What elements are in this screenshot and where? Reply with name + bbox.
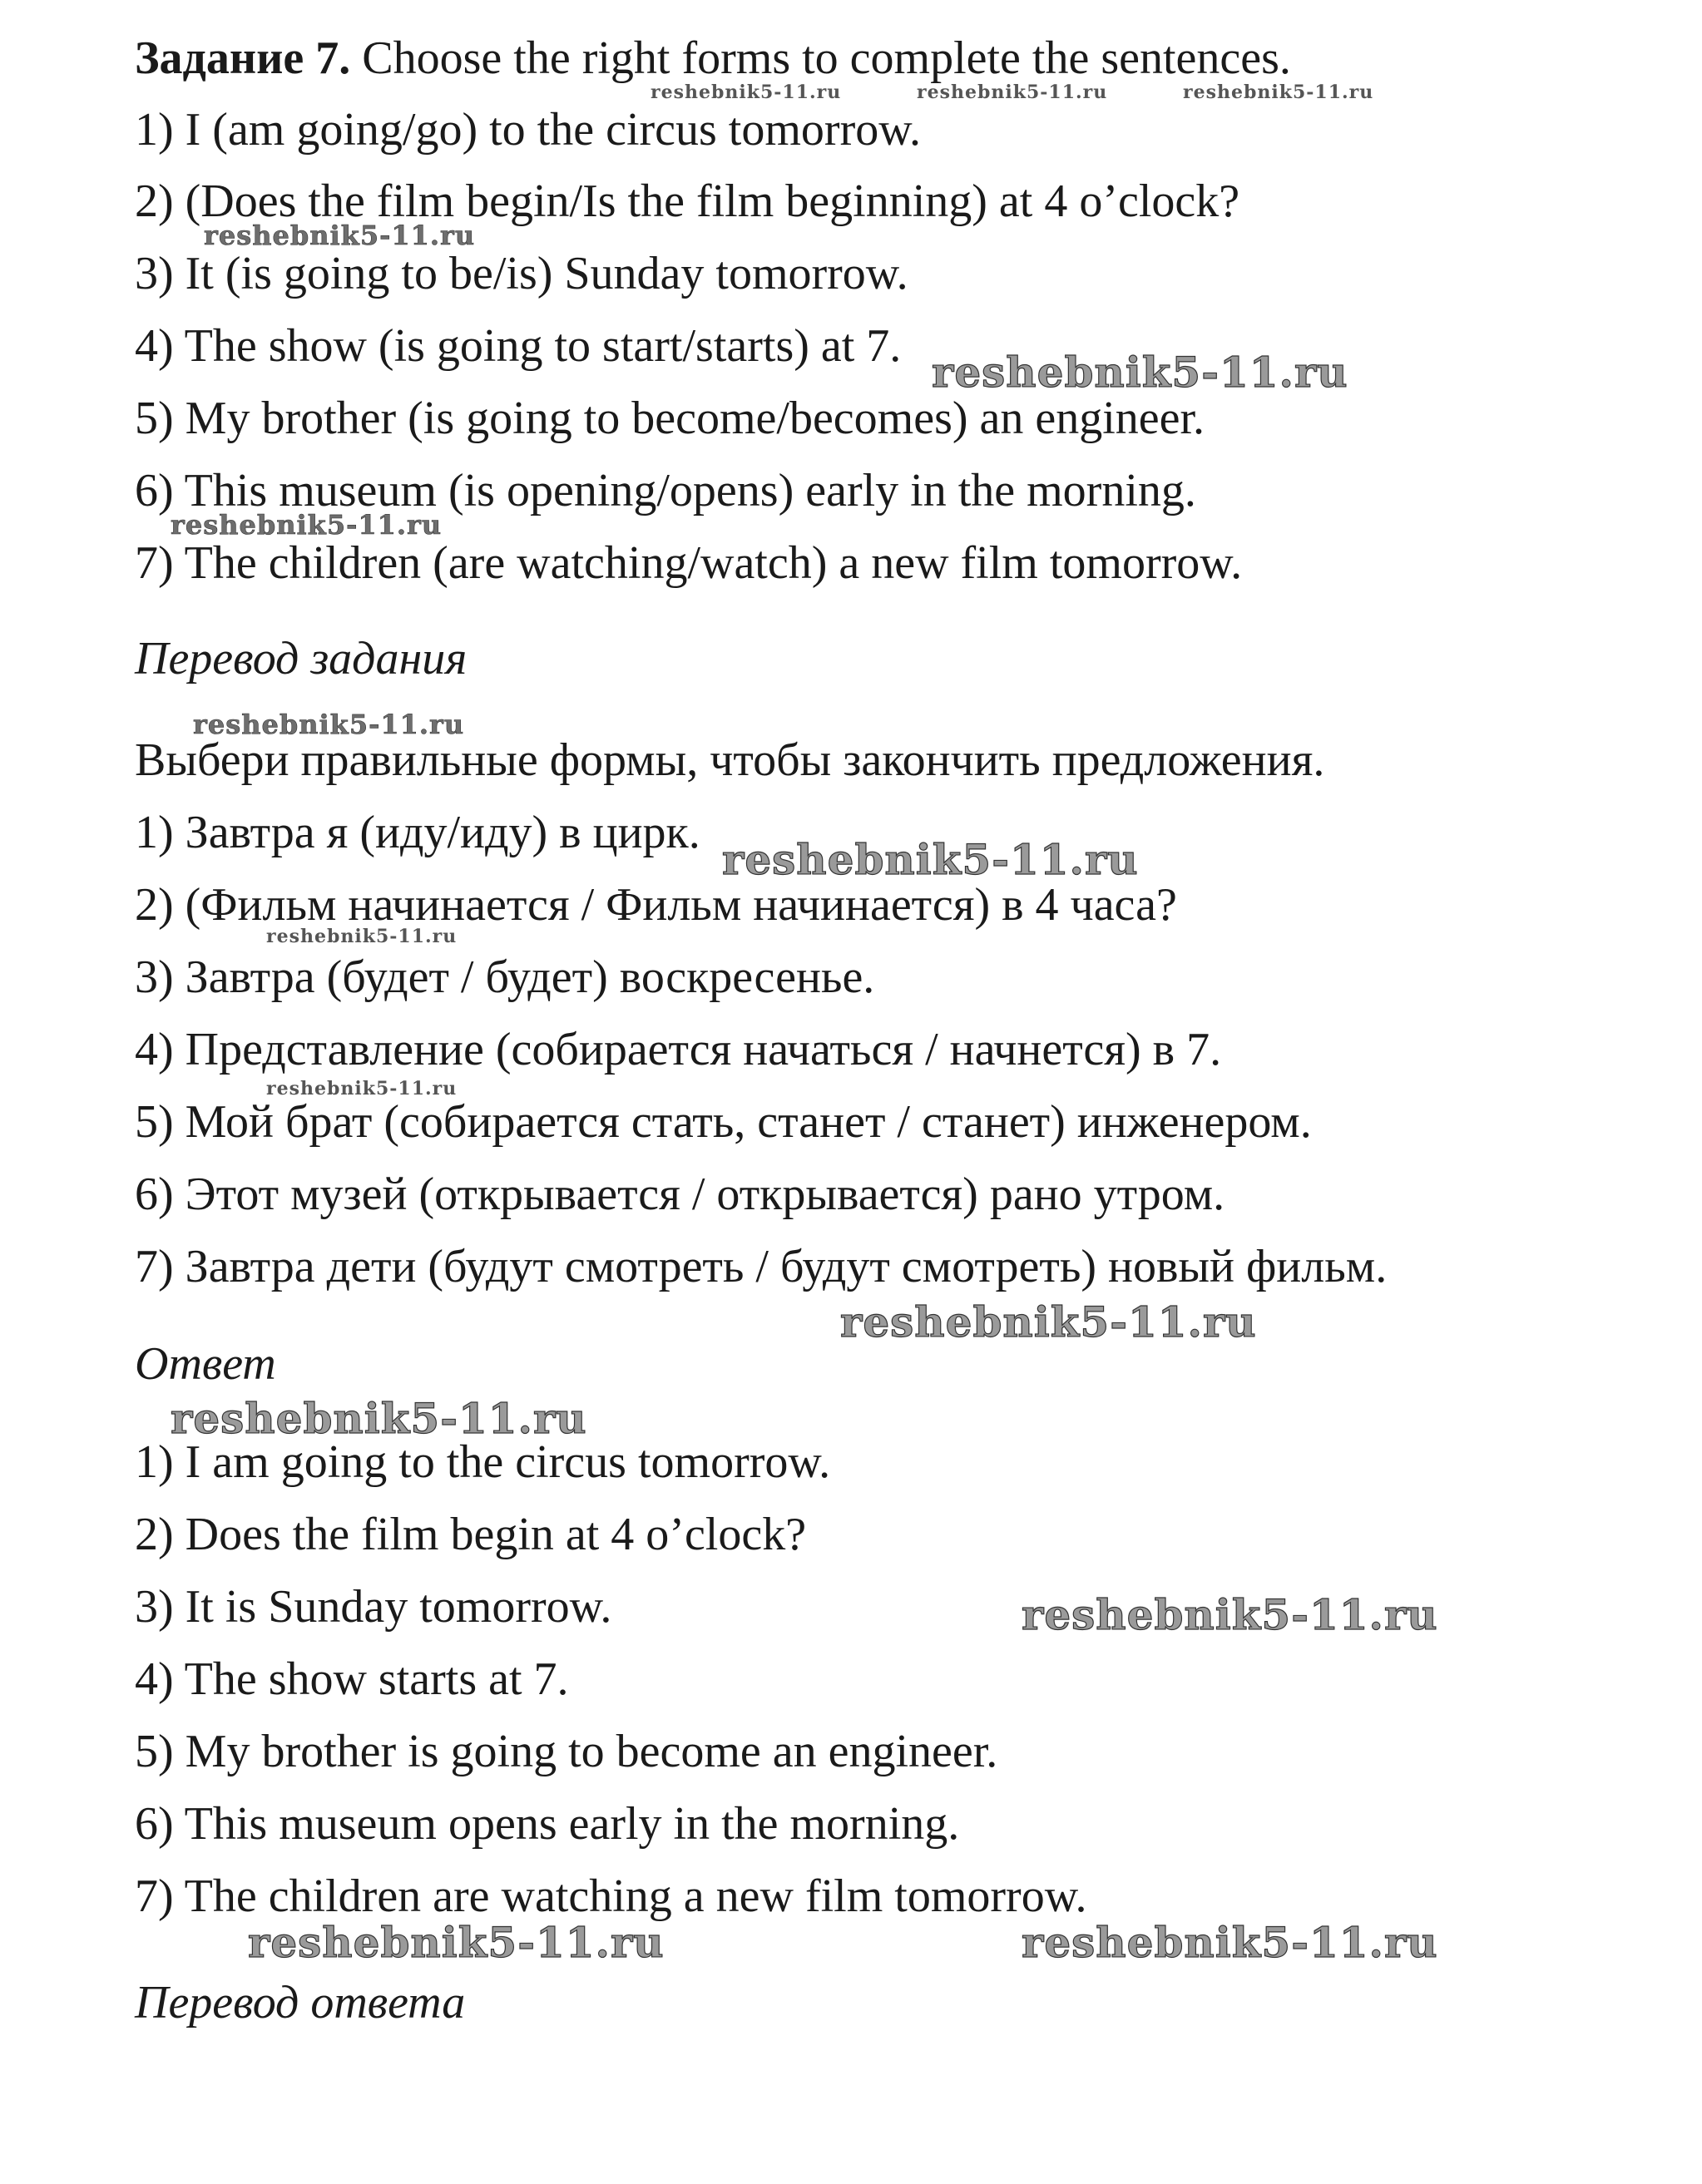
task-item-4: 4) The show (is going to start/starts) at 7. [135,320,902,372]
answer-item-1: 1) I am going to the circus tomorrow. [135,1436,831,1488]
watermark: reshebnik5-11.ru [722,835,1139,884]
answer-item-2: 2) Does the film begin at 4 o’clock? [135,1509,807,1560]
translation-item-3: 3) Завтра (будет / будет) воскресенье. [135,951,875,1003]
task-instruction: Choose the right forms to complete the sentences. [362,32,1291,84]
translation-item-1: 1) Завтра я (иду/иду) в цирк. [135,807,700,858]
watermark: reshebnik5-11.ru [193,709,465,740]
task-item-1: 1) I (am going/go) to the circus tomorrow. [135,104,922,156]
translation-item-6: 6) Этот музей (открывается / открывается) рано утром. [135,1169,1225,1220]
answer-item-6: 6) This museum opens early in the morning. [135,1798,960,1850]
watermark: reshebnik5-11.ru [840,1297,1257,1346]
translation-item-5: 5) Мой брат (собирается стать, станет / станет) инженером. [135,1096,1312,1148]
answer-translation-heading: Перевод ответа [135,1977,466,2028]
watermark: reshebnik5-11.ru [171,509,443,541]
watermark: reshebnik5-11.ru [171,1394,587,1443]
watermark: reshebnik5-11.ru [248,1918,665,1967]
answer-item-7: 7) The children are watching a new film tomorrow. [135,1870,1087,1922]
watermark: reshebnik5-11.ru [204,220,476,251]
watermark: reshebnik5-11.ru [1022,1918,1438,1967]
translation-heading: Перевод задания [135,633,468,684]
answer-item-4: 4) The show starts at 7. [135,1653,569,1705]
task-heading [135,32,1291,85]
translation-instruction: Выбери правильные формы, чтобы закончить предложения. [135,734,1325,786]
translation-item-7: 7) Завтра дети (будут смотреть / будут смотреть) новый фильм. [135,1241,1388,1292]
task-number-label: Задание 7. [135,32,351,84]
task-item-5: 5) My brother (is going to become/becomes) an engineer. [135,393,1205,444]
watermark: reshebnik5-11.ru [266,926,458,947]
watermark: reshebnik5-11.ru [1183,82,1374,103]
answer-item-3: 3) It is Sunday tomorrow. [135,1581,612,1633]
watermark: reshebnik5-11.ru [266,1078,458,1099]
translation-item-2: 2) (Фильм начинается / Фильм начинается) в 4 часа? [135,879,1177,931]
task-item-7: 7) The children (are watching/watch) a new film tomorrow. [135,537,1243,589]
task-item-2: 2) (Does the film begin/Is the film beginning) at 4 o’clock? [135,175,1240,227]
watermark: reshebnik5-11.ru [932,348,1348,397]
watermark: reshebnik5-11.ru [917,82,1108,103]
task-item-6: 6) This museum (is opening/opens) early in the morning. [135,465,1196,516]
translation-item-4: 4) Представление (собирается начаться / начнется) в 7. [135,1024,1222,1075]
answer-heading: Ответ [135,1338,276,1390]
task-item-3: 3) It (is going to be/is) Sunday tomorrow. [135,248,908,299]
watermark: reshebnik5-11.ru [651,82,842,103]
watermark: reshebnik5-11.ru [1022,1590,1438,1639]
answer-item-5: 5) My brother is going to become an engineer. [135,1726,998,1777]
